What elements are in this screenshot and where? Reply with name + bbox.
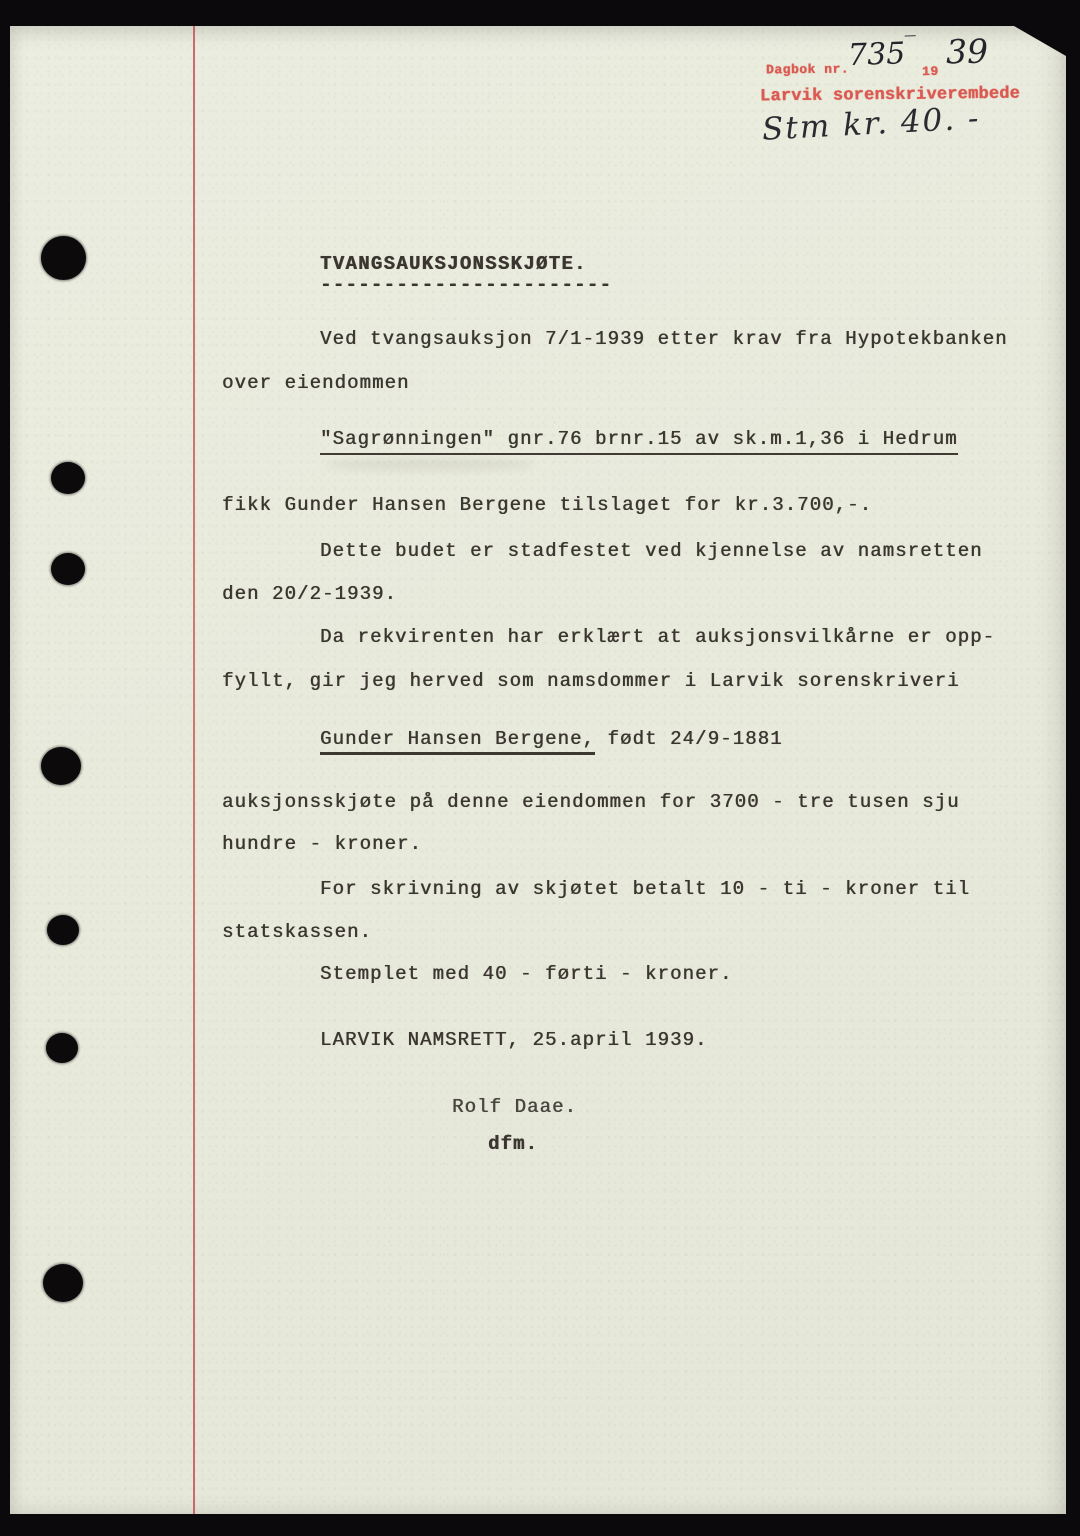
document-line: fikk Gunder Hansen Bergene tilslaget for kr.3.700,-. — [222, 494, 873, 516]
document-line: Dette budet er stadfestet ved kjennelse av namsretten — [320, 540, 983, 562]
document-title: TVANGSAUKSJONSSKJØTE. — [320, 253, 587, 275]
signature-title: dfm. — [488, 1133, 539, 1155]
property-description-line: "Sagrønningen" gnr.76 brnr.15 av sk.m.1,36 i Hedrum — [320, 428, 958, 451]
punch-hole — [47, 915, 79, 945]
document-line: fyllt, gir jeg herved som namsdommer i Larvik sorenskriveri — [222, 670, 960, 692]
handwritten-journal-number: 735‾ — [847, 32, 917, 74]
document-page — [10, 26, 1066, 1514]
punch-hole — [41, 236, 86, 280]
document-line: Ved tvangsauksjon 7/1-1939 etter krav fra Hypotekbanken — [320, 328, 1008, 350]
document-line: over eiendommen — [222, 372, 410, 394]
stamp-year-prefix: 19 — [921, 63, 939, 80]
stamp-office-name: Larvik sorenskriverembede — [759, 84, 1021, 107]
handwritten-fee-note: Stm kr. 40. - — [761, 100, 982, 148]
punch-hole — [51, 553, 85, 585]
document-line: auksjonsskjøte på denne eiendommen for 3700 - tre tusen sju — [222, 791, 960, 813]
scan-corner-shadow — [1014, 26, 1066, 56]
number-flourish: ‾ — [904, 32, 917, 59]
grantee-line — [320, 728, 783, 751]
red-margin-rule — [193, 26, 195, 1514]
signature-name: Rolf Daae. — [452, 1096, 578, 1118]
document-line: hundre - kroner. — [222, 833, 423, 855]
document-line: Stemplet med 40 - førti - kroner. — [320, 963, 733, 985]
punch-hole — [41, 747, 81, 785]
document-line: statskassen. — [222, 921, 373, 943]
document-line: den 20/2-1939. — [222, 583, 398, 605]
handwritten-year: 39 — [945, 31, 989, 72]
grantee-name: Gunder Hansen Bergene, — [320, 728, 595, 755]
punch-hole — [46, 1033, 78, 1063]
ink-smudge — [325, 458, 535, 471]
punch-hole — [43, 1264, 83, 1302]
punch-hole — [51, 462, 85, 494]
court-date-line: LARVIK NAMSRETT, 25.april 1939. — [320, 1029, 708, 1051]
document-line: Da rekvirenten har erklært at auksjonsvilkårne er opp- — [320, 626, 996, 648]
title-underline-dashes: ----------------------- — [320, 274, 613, 296]
stamp-dagbok-label: Dagbok nr. — [765, 61, 850, 78]
grantee-birthdate: født 24/9-1881 — [595, 728, 783, 750]
document-line: For skrivning av skjøtet betalt 10 - ti - kroner til — [320, 878, 971, 900]
